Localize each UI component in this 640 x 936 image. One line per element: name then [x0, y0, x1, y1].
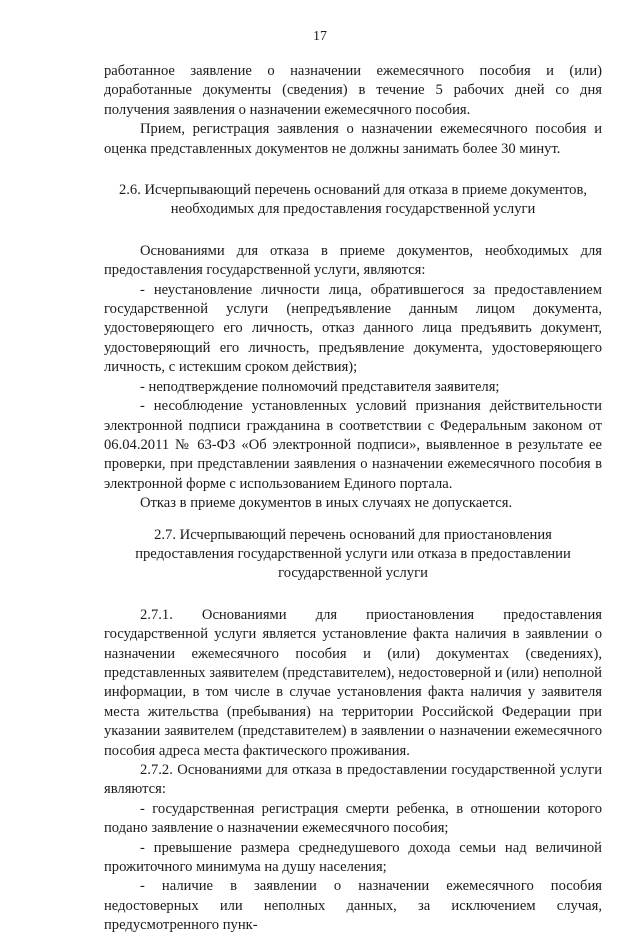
section-heading: 2.6. Исчерпывающий перечень оснований для отказа в приеме документов, необходимых для предоставления государственной услуги: [118, 182, 588, 218]
paragraph: - неподтверждение полномочий представителя заявителя;: [140, 378, 500, 395]
spacer: [104, 220, 602, 242]
paragraph: 2.7.2. Основаниями для отказа в предоставлении государственной услуги являются:: [104, 762, 602, 798]
paragraph: Отказ в приеме документов в иных случаях не допускается.: [140, 495, 513, 512]
spacer: [104, 159, 602, 181]
paragraph: 2.7.1. Основаниями для приостановления предоставления государственной услуги является установление факта наличия в заявлении о назначении ежемесячного пособия и (или) документах (сведениях), представленных заявителем (представителем), недостоверной и (или) неполной информации, в том числе в случае установления факта наличия у заявителя места жительства (пребывания) на территории Российской Федерации при указании заявителем (представителем) в заявлении о назначении ежемесячного пособия адреса места фактического проживания.: [104, 606, 602, 759]
paragraph: Основаниями для отказа в приеме документов, необходимых для предоставления государственной услуги, являются:: [104, 242, 602, 279]
paragraph: работанное заявление о назначении ежемесячного пособия и (или) доработанные документы (сведения) в течение 5 рабочих дней со дня получения заявления о назначении ежемесячного пособия.: [104, 63, 602, 118]
paragraph: - несоблюдение установленных условий признания действительности электронной подписи гражданина в соответствии с Федеральным законом от 06.04.2011 № 63-ФЗ «Об электронной подписи», выявленное в результате ее проверки, при представлении заявления о назначении ежемесячного пособия в электронной форме с использованием Единого портала.: [104, 398, 602, 492]
paragraph: - государственная регистрация смерти ребенка, в отношении которого подано заявление о назначении ежемесячного пособия;: [104, 800, 602, 837]
spacer: [104, 514, 602, 526]
page-number: 17: [313, 29, 327, 44]
paragraph: - превышение размера среднедушевого дохода семьи над величиной прожиточного минимума на душу населения;: [104, 839, 602, 876]
paragraph: Прием, регистрация заявления о назначении ежемесячного пособия и оценка представленных документов не должны занимать более 30 минут.: [104, 121, 602, 157]
paragraph: - неустановление личности лица, обратившегося за предоставлением государственной услуги (непредъявление данным лицом документа, удостоверяющего его личность, отказ данного лица предъявить документ, удостоверяющий его личность, предъявление документа, удостоверяющего личность, с истекшим сроком действия);: [104, 281, 602, 376]
paragraph: - наличие в заявлении о назначении ежемесячного пособия недостоверных или неполных данных, за исключением случая, предусмотренного пунк-: [104, 878, 602, 934]
document-body: [104, 62, 602, 936]
section-heading: 2.7. Исчерпывающий перечень оснований для приостановления предоставления государственной услуги или отказа в предоставлении государственной услуги: [135, 526, 571, 582]
spacer: [104, 584, 602, 606]
